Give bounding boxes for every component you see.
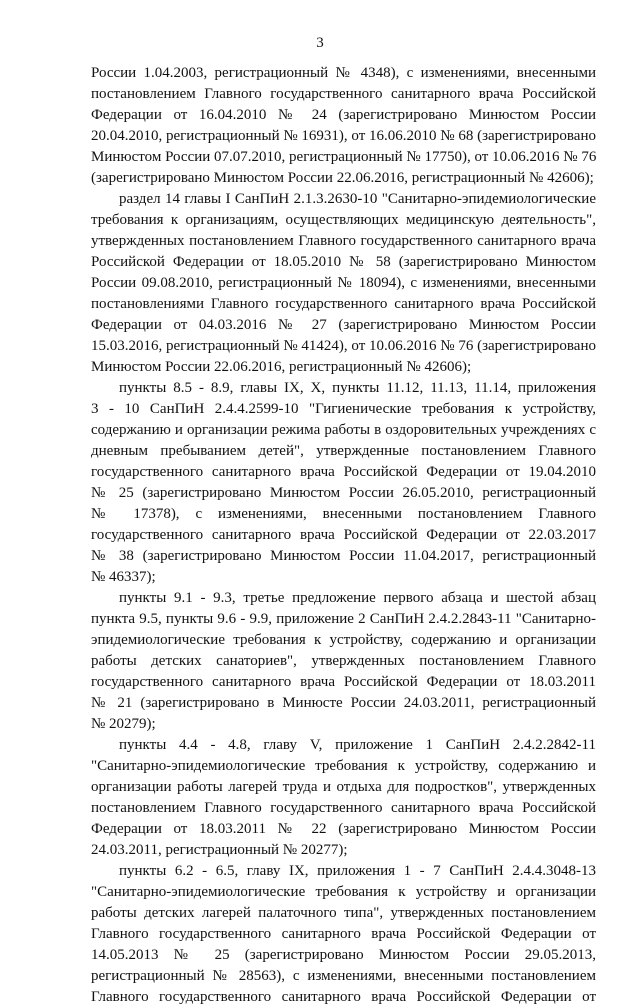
text-line: государственного санитарного врача Российской Федерации от 19.04.2010 [91, 464, 596, 480]
text-line: постановлением Главного государственного санитарного врача Российской [91, 800, 596, 816]
paragraph [91, 588, 596, 735]
text-line: "Санитарно-эпидемиологические требования к устройству, содержанию и [91, 758, 596, 774]
text-line: организации работы лагерей труда и отдыха для подростков", утвержденных [91, 779, 596, 795]
text-line: пункты 9.1 - 9.3, третье предложение первого абзаца и шестой абзац [119, 590, 596, 606]
text-line: России 1.04.2003, регистрационный № 4348), с изменениями, внесенными [91, 65, 596, 81]
text-line: Российской Федерации от 18.05.2010 № 58 (зарегистрировано Минюстом [91, 254, 596, 270]
text-line: содержанию и организации режима работы в оздоровительных учреждениях с [91, 422, 596, 438]
text-line: 3 - 10 СанПиН 2.4.4.2599-10 "Гигиенические требования к устройству, [91, 401, 596, 417]
text-line: постановлениями Главного государственного санитарного врача Российской [91, 296, 596, 312]
text-line: Федерации от 16.04.2010 № 24 (зарегистрировано Минюстом России [91, 107, 596, 123]
document-body [91, 63, 596, 1008]
text-line: Минюстом России 22.06.2016, регистрационный № 42606); [91, 359, 472, 375]
text-line: регистрационный № 28563), с изменениями, внесенными постановлением [91, 968, 596, 984]
text-line: 15.03.2016, регистрационный № 41424), от 10.06.2016 № 76 (зарегистрировано [91, 338, 596, 354]
text-line: Главного государственного санитарного врача Российской Федерации от [91, 989, 596, 1005]
text-line: требования к организациям, осуществляющих медицинскую деятельность", [91, 212, 596, 228]
text-line: дневным пребыванием детей", утвержденные постановлением Главного [91, 443, 596, 459]
text-line: пункты 4.4 - 4.8, главу V, приложение 1 СанПиН 2.4.2.2842-11 [119, 737, 596, 753]
text-line: № 21 (зарегистрировано в Минюсте России 24.03.2011, регистрационный [91, 695, 596, 711]
text-line: раздел 14 главы I СанПиН 2.1.3.2630-10 "Санитарно-эпидемиологические [119, 191, 596, 207]
text-line: № 46337); [91, 569, 156, 585]
text-line: № 25 (зарегистрировано Минюстом России 26.05.2010, регистрационный [91, 485, 596, 501]
text-line: (зарегистрировано Минюстом России 22.06.2016, регистрационный № 42606); [91, 170, 594, 186]
text-line: Федерации от 18.03.2011 № 22 (зарегистрировано Минюстом России [91, 821, 596, 837]
text-line: Главного государственного санитарного врача Российской Федерации от [91, 926, 596, 942]
text-line: пункты 8.5 - 8.9, главы IX, X, пункты 11.12, 11.13, 11.14, приложения [119, 380, 596, 396]
text-line: 20.04.2010, регистрационный № 16931), от 16.06.2010 № 68 (зарегистрировано [91, 128, 596, 144]
text-line: постановлением Главного государственного санитарного врача Российской [91, 86, 596, 102]
text-line: 24.03.2011, регистрационный № 20277); [91, 842, 348, 858]
text-line: государственного санитарного врача Российской Федерации от 18.03.2011 [91, 674, 596, 690]
paragraph [91, 378, 596, 588]
text-line: России 09.08.2010, регистрационный № 18094), с изменениями, внесенными [91, 275, 596, 291]
text-line: пункта 9.5, пункты 9.6 - 9.9, приложение 2 СанПиН 2.4.2.2843-11 "Санитарно- [91, 611, 596, 627]
text-line: № 17378), с изменениями, внесенными постановлением Главного [91, 506, 596, 522]
text-line: Минюстом России 07.07.2010, регистрационный № 17750), от 10.06.2016 № 76 [91, 149, 597, 165]
text-line: пункты 6.2 - 6.5, главу IX, приложения 1 - 7 СанПиН 2.4.4.3048-13 [119, 863, 596, 879]
text-line: государственного санитарного врача Российской Федерации от 22.03.2017 [91, 527, 596, 543]
text-line: эпидемиологические требования к устройству, содержанию и организации [91, 632, 596, 648]
text-line: 14.05.2013 № 25 (зарегистрировано Минюстом России 29.05.2013, [91, 947, 596, 963]
paragraph [91, 861, 596, 1008]
paragraph [91, 189, 596, 378]
text-line: работы детских лагерей палаточного типа", утвержденных постановлением [91, 905, 596, 921]
text-line: работы детских санаториев", утвержденных постановлением Главного [91, 653, 596, 669]
page-number: 3 [316, 35, 324, 51]
text-line: № 20279); [91, 716, 156, 732]
text-line: № 38 (зарегистрировано Минюстом России 11.04.2017, регистрационный [91, 548, 596, 564]
paragraph [91, 63, 596, 189]
text-line: утвержденных постановлением Главного государственного санитарного врача [91, 233, 596, 249]
text-line: "Санитарно-эпидемиологические требования к устройству и организации [91, 884, 596, 900]
paragraph [91, 735, 596, 861]
text-line: Федерации от 04.03.2016 № 27 (зарегистрировано Минюстом России [91, 317, 596, 333]
